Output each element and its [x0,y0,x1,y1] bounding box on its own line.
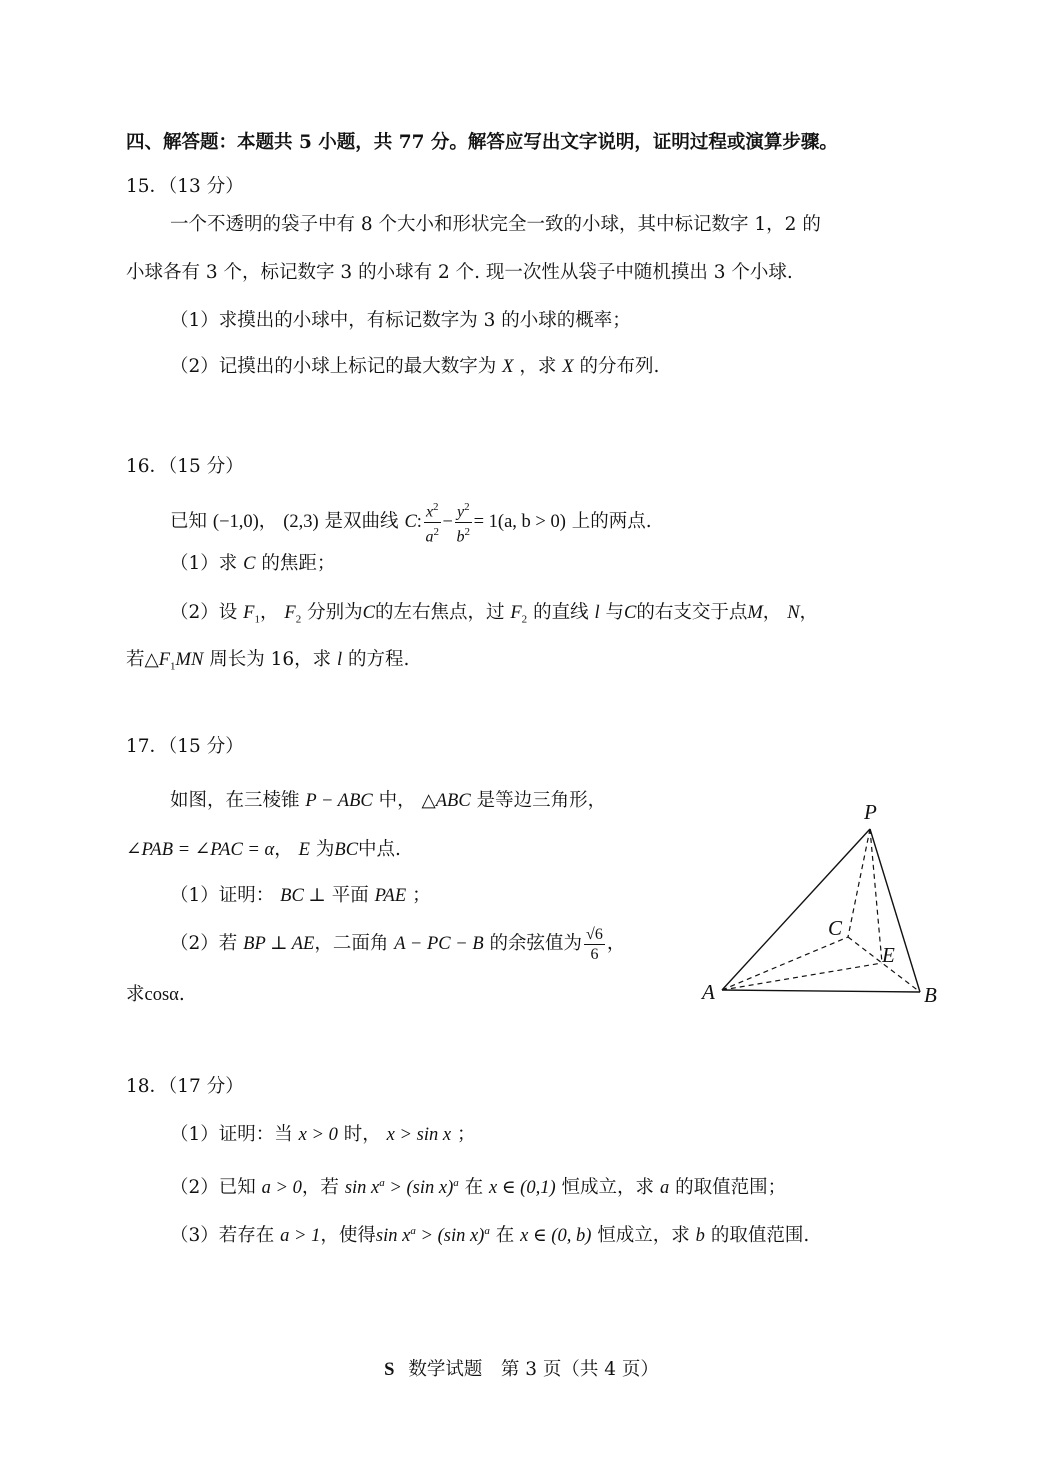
q17-part2-line2: 求cosα. [126,984,185,1005]
footer-code: S [384,1360,395,1380]
q18-number: 18．（17 分） [126,1076,244,1097]
q15-stem-line2: 小球各有 3 个，标记数字 3 的小球有 2 个. 现一次性从袋子中随机摸出 3 个小球. [126,262,793,283]
label-P: P [864,800,877,824]
q17-number: 17．（15 分） [126,736,244,757]
fraction-y2-b2: $\frac{y^2}{b^2}$ [455,498,472,546]
label-A: A [702,980,715,1004]
q15-stem-line1: 一个不透明的袋子中有 8 个大小和形状完全一致的小球，其中标记数字 1，2 的 [170,214,821,235]
q16-stem: 已知 (−1,0)， (2,3) 是双曲线 C: $\frac{x^2}{a^2}$ − $\frac{y^2}{b^2}$ = 1(a, b > 0) 上的两点. [170,498,652,546]
q16-part1: （1）求 C 的焦距； [170,553,336,574]
label-B: B [924,983,937,1007]
q18-part2: （2）已知 a > 0，若 $\sin x^a > (\sin$ x)$^a$ 在 x ∈ (0,1) 恒成立，求 a 的取值范围； [170,1177,787,1199]
q16-number: 16．（15 分） [126,456,244,477]
q17-part1: （1）证明： BC ⊥ 平面 PAE ； [170,885,431,906]
q15-part1: （1）求摸出的小球中，有标记数字为 3 的小球的概率； [170,310,631,331]
footer-page-info: 数学试题 第 3 页（共 4 页） [408,1359,659,1380]
q15-number: 15．（13 分） [126,176,244,197]
edge-PA [722,829,870,990]
tetrahedron-figure [690,795,960,1015]
q18-part3: （3）若存在 a > 1，使得$\sin x^a > (\sin$ x)$^a$ 在 x ∈ (0, b) 恒成立，求 b 的取值范围. [170,1225,810,1247]
q17-stem-line1: 如图，在三棱锥 P − ABC 中， △ABC 是等边三角形， [170,790,607,811]
fraction-sqrt6-6: $\frac{√6}{6}$ [586,925,603,963]
q16-part2-line2: 若$\triangle F_1MN$ 周长为 16，求 l 的方程. [126,649,410,673]
q17-part2: （2）若 BP ⊥ AE，二面角 A − PC − B 的余弦值为 $\frac{√6}{6}$ ， [170,925,626,963]
label-E: E [882,943,895,967]
q15-part2: （2）记摸出的小球上标记的最大数字为 X ，求 X 的分布列. [170,356,660,377]
edge-PC [848,829,870,937]
q17-stem-line2: ∠PAB = ∠PAC = α， E 为BC中点. [126,839,401,860]
edge-AB [722,990,920,992]
q16-part2: （2）设 $F_1$， $F_2$ 分别为C的左右焦点，过 $F_2$ 的直线 l 与C的右支交于点M， N， [170,602,819,626]
fraction-x2-a2: $\frac{x^2}{a^2}$ [424,498,441,546]
segment-AE [722,963,882,990]
q18-part1: （1）证明：当 x > 0 时， x > sin x ； [170,1124,476,1145]
label-C: C [828,916,843,940]
section-heading: 四、解答题：本题共 5 小题，共 77 分。解答应写出文字说明，证明过程或演算步骤。 [126,132,838,153]
page-footer [0,1358,1043,1382]
edge-AC [722,937,848,990]
